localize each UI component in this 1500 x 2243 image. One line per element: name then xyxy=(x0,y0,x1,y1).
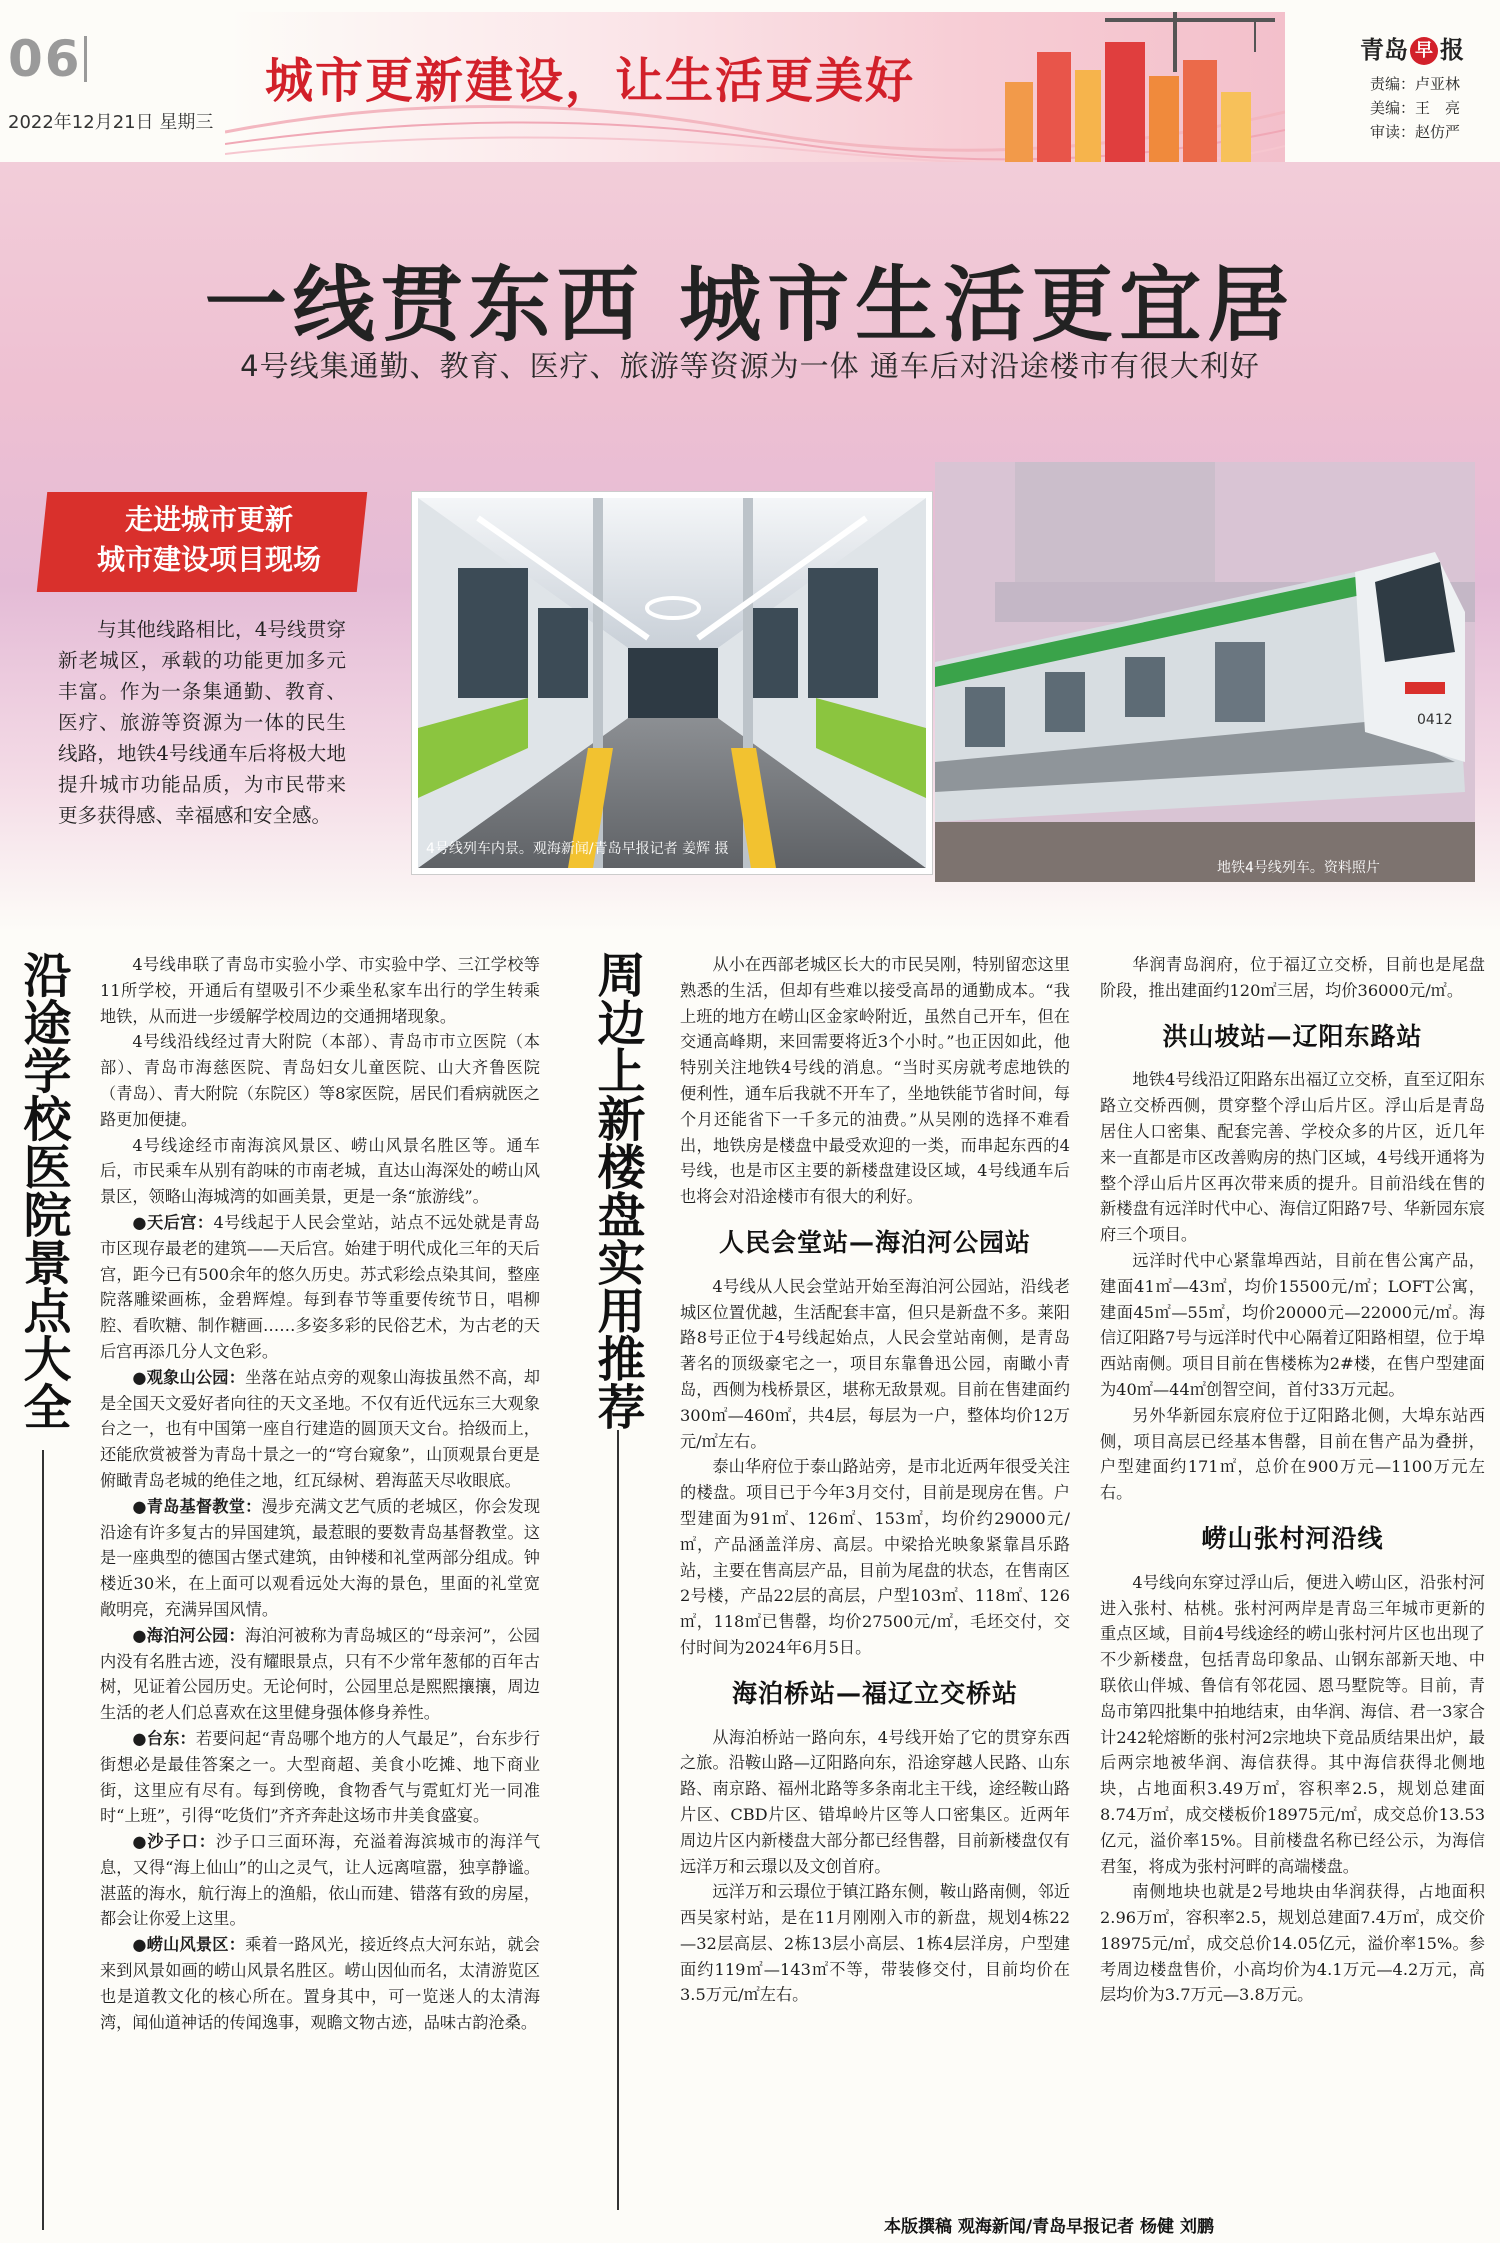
series-tag-line: 城市建设项目现场 xyxy=(96,543,321,576)
station-subheading: 崂山张村河沿线 xyxy=(1201,1523,1384,1553)
sight-name: ●沙子口： xyxy=(132,1832,216,1852)
section-heading-new-properties xyxy=(588,950,646,1430)
sight-name: ●海泊河公园： xyxy=(132,1625,245,1645)
sight-entry xyxy=(100,1494,540,1623)
newspaper-masthead xyxy=(1360,30,1464,65)
sight-name: ●台东： xyxy=(132,1728,196,1748)
sight-description: 漫步充满文艺气质的老城区，你会发现沿途有许多复古的异国建筑，最惹眼的要数青岛基督教堂。这是一座典型的德国古堡式建筑，由钟楼和礼堂两部分组成。钟楼近30米，在上面可以观看远处大海的景色，里面的礼堂宽敞明亮，充满异国风情。 xyxy=(100,1496,541,1619)
article-paragraph: 南侧地块也就是2号地块由华润获得，占地面积2.96万㎡，容积率2.5，规划总建面7.4万㎡，成交价18975元/㎡，成交总价14.05亿元，溢价率15%。参考周边楼盘售价，小高均价为4.1万元—4.2万元，高层均价为3.7万元—3.8万元。 xyxy=(1100,1882,1485,2005)
article-paragraph: 泰山华府位于泰山路站旁，是市北近两年很受关注的楼盘。项目已于今年3月交付，目前是现房在售。户型建面为91㎡、126㎡、153㎡，均价约29000元/㎡，产品涵盖洋房、高层。中梁拾光映象紧靠昌乐路站，主要在售高层产品，目前为尾盘的状态，在售南区2号楼，产品22层的高层，户型103㎡、118㎡、126㎡，118㎡已售罄，均价27500元/㎡，毛坯交付，交付时间为2024年6月5日。 xyxy=(680,1457,1070,1657)
photo-caption: 地铁4号线列车。资料照片 xyxy=(1217,860,1380,876)
issue-date: 2022年12月21日 星期三 xyxy=(8,112,214,133)
article-paragraph: 华润青岛润府，位于福辽立交桥，目前也是尾盘阶段，推出建面约120㎡三居，均价36000元/㎡。 xyxy=(1100,955,1485,1000)
sight-name: ●天后宫： xyxy=(132,1212,214,1232)
editor-line: 美编：王 亮 xyxy=(1370,99,1461,117)
sight-name: ●观象山公园： xyxy=(132,1367,246,1387)
section-divider-line xyxy=(617,1430,619,2210)
city-skyline-illustration xyxy=(985,12,1285,162)
article-paragraph: 4号线沿线经过青大附院（本部）、青岛市市立医院（本部）、青岛市海慈医院、青岛妇女儿童医院、山大齐鲁医院（青岛）、青大附院（东院区）等8家医院，居民们看病就医之路更加便捷。 xyxy=(100,1032,540,1129)
metro-train-illustration xyxy=(935,462,1475,882)
article-paragraph: 4号线途经市南海滨风景区、崂山风景名胜区等。通车后，市民乘车从别有韵味的市南老城，直达山海深处的崂山风景区，领略山海城湾的如画美景，更是一条“旅游线”。 xyxy=(100,1135,540,1207)
article-paragraph: 4号线串联了青岛市实验小学、市实验中学、三江学校等11所学校，开通后有望吸引不少乘坐私家车出行的学生转乘地铁，从而进一步缓解学校周边的交通拥堵现象。 xyxy=(100,955,540,1026)
train-exterior-photo xyxy=(935,462,1475,882)
sight-description: 坐落在站点旁的观象山海拔虽然不高，却是全国天文爱好者向往的天文圣地。不仅有近代远东三大观象台之一，也有中国第一座自行建造的圆顶天文台。拾级而上，还能欣赏被誉为青岛十景之一的“穹台窥象”，山顶观景台更是俯瞰青岛老城的绝佳之地，红瓦绿树、碧海蓝天尽收眼底。 xyxy=(100,1367,540,1490)
masthead-logo-mark: 早 xyxy=(1410,37,1438,65)
sight-entry xyxy=(100,1829,540,1932)
section-banner xyxy=(225,12,1285,162)
section-divider-line xyxy=(42,1450,44,2230)
hero-section xyxy=(0,162,1500,932)
article-paragraph: 从海泊桥站一路向东，4号线开始了它的贯穿东西之旅。沿鞍山路—辽阳路向东，沿途穿越人民路、山东路、南京路、福州北路等多条南北主干线，途经鞍山路片区、CBD片区、错埠岭片区等人口密集区。近两年周边片区内新楼盘大部分都已经售罄，目前新楼盘仅有远洋万和云璟以及文创首府。 xyxy=(680,1727,1070,1876)
train-interior-photo xyxy=(412,492,932,874)
photo-caption: 4号线列车内景。观海新闻/青岛早报记者 姜辉 摄 xyxy=(426,841,729,857)
page-number: 06 xyxy=(8,30,82,88)
station-subheading: 洪山坡站—辽阳东路站 xyxy=(1162,1021,1423,1051)
sight-description: 海泊河被称为青岛城区的“母亲河”，公园内没有名胜古迹，没有耀眼景点，只有不少常年葱郁的百年古树，见证着公园历史。无论何时，公园里总是熙熙攘攘，周边生活的老人们总喜欢在这里健身强体修身养性。 xyxy=(100,1625,540,1723)
series-tag xyxy=(64,500,354,580)
vertical-heading-text: 沿途学校医院景点大全 xyxy=(15,950,71,1430)
article-column-left xyxy=(100,952,540,2035)
vertical-heading-text: 周边上新楼盘实用推荐 xyxy=(589,950,645,1430)
article-paragraph: 从小在西部老城区长大的市民吴刚，特别留恋这里熟悉的生活，但却有些难以接受高昂的通勤成本。“我上班的地方在崂山区金家岭附近，虽然自己开车，但在交通高峰期，来回需要将近3个小时。”也正因如此，他特别关注地铁4号线的消息。“当时买房就考虑地铁的便利性，通车后我就不开车了，坐地铁能节省时间，每个月还能省下一千多元的油费。”从吴刚的选择不难看出，地铁房是楼盘中最受欢迎的一类，而串起东西的4号线，也是市区主要的新楼盘建设区域，4号线通车后也将会对沿途楼市有很大的利好。 xyxy=(680,955,1070,1207)
masthead-paper: 报 xyxy=(1440,36,1464,64)
byline-credit: 本版撰稿 观海新闻/青岛早报记者 杨健 刘鹏 xyxy=(884,2217,1214,2237)
sight-description: 乘着一路风光，接近终点大河东站，就会来到风景如画的崂山风景名胜区。崂山因仙而名，太清游览区也是道教文化的核心所在。置身其中，可一览迷人的太清海湾，闻仙道神话的传闻逸事，观瞻文物古迹，品味古韵沧桑。 xyxy=(100,1935,540,2032)
article-paragraph: 4号线从人民会堂站开始至海泊河公园站，沿线老城区位置优越，生活配套丰富，但只是新盘不多。莱阳路8号正位于4号线起始点，人民会堂站南侧，是青岛著名的顶级豪宅之一，项目东靠鲁迅公园，南瞰小青岛，西侧为栈桥景区，堪称无敌景观。目前在售建面约300㎡—460㎡，共4层，每层为一户，整体均价12万元/㎡左右。 xyxy=(680,1276,1070,1451)
page-number-divider xyxy=(84,36,87,82)
editor-line: 审读：赵仿严 xyxy=(1370,123,1461,141)
station-subheading: 人民会堂站—海泊河公园站 xyxy=(718,1227,1031,1257)
editor-line: 责编：卢亚林 xyxy=(1370,75,1461,93)
train-number: 0412 xyxy=(1417,712,1453,728)
intro-paragraph: 与其他线路相比，4号线贯穿新老城区，承载的功能更加多元丰富。作为一条集通勤、教育、医疗、旅游等资源为一体的民生线路，地铁4号线通车后将极大地提升城市功能品质，为市民带来更多获得感、幸福感和安全感。 xyxy=(58,618,346,827)
sight-entry xyxy=(100,1365,540,1494)
subheadline: 4号线集通勤、教育、医疗、旅游等资源为一体 通车后对沿途楼市有很大利好 xyxy=(240,349,1260,383)
sight-name: ●青岛基督教堂： xyxy=(132,1496,262,1516)
article-paragraph: 远洋万和云璟位于镇江路东侧，鞍山路南侧，邻近西吴家村站，是在11月刚刚入市的新盘，规划4栋22—32层高层、2栋13层小高层、1栋4层洋房，户型建面约119㎡—143㎡不等，带装修交付，目前均价在3.5万元/㎡左右。 xyxy=(680,1882,1070,2005)
article-paragraph: 地铁4号线沿辽阳路东出福辽立交桥，直至辽阳东路立交桥西侧，贯穿整个浮山后片区。浮山后是青岛居住人口密集、配套完善、学校众多的片区，近几年来一直都是市区改善购房的热门区域，4号线开通将为整个浮山后片区再次带来质的提升。目前沿线在售的新楼盘有远洋时代中心、海信辽阳路7号、华新园东宸府三个项目。 xyxy=(1100,1070,1485,1245)
article-paragraph: 另外华新园东宸府位于辽阳路北侧，大埠东站西侧，项目高层已经基本售罄，目前在售产品为叠拼，户型建面约171㎡，总价在900万元—1100万元左右。 xyxy=(1100,1405,1485,1503)
sight-description: 沙子口三面环海，充溢着海滨城市的海洋气息，又得“海上仙山”的山之灵气，让人远离喧嚣，独享静谧。湛蓝的海水，航行海上的渔船，依山而建、错落有致的房屋，都会让你爱上这里。 xyxy=(100,1832,541,1929)
sight-description: 4号线起于人民会堂站，站点不远处就是青岛市区现存最老的建筑——天后宫。始建于明代成化三年的天后宫，距今已有500余年的悠久历史。苏式彩绘点染其间，整座院落雕梁画栋，金碧辉煌。每到春节等重要传统节日，唱柳腔、看吹糖、制作糖画……多姿多彩的民俗艺术，为古老的天后宫再添几分人文色彩。 xyxy=(100,1212,540,1361)
headline: 一线贯东西 城市生活更宜居 xyxy=(204,257,1296,353)
train-interior-illustration xyxy=(418,498,926,868)
series-tag-line: 走进城市更新 xyxy=(124,503,293,536)
station-subheading: 海泊桥站—福辽立交桥站 xyxy=(731,1678,1018,1708)
sight-entry xyxy=(100,1726,540,1829)
article-paragraph: 远洋时代中心紧靠埠西站，目前在售公寓产品，建面41㎡—43㎡，均价15500元/㎡；LOFT公寓，建面45㎡—55㎡，均价20000元—22000元/㎡。海信辽阳路7号与远洋时代中心隔着辽阳路相望，位于埠西站南侧。项目目前在售楼栋为2#楼，在售户型建面为40㎡—44㎡创智空间，首付33万元起。 xyxy=(1100,1250,1485,1399)
article-column-middle xyxy=(680,952,1070,2008)
sight-entry xyxy=(100,1210,540,1365)
masthead-city: 青岛 xyxy=(1360,36,1408,64)
banner-title: 城市更新建设，让生活更美好 xyxy=(265,53,916,109)
article-paragraph: 4号线向东穿过浮山后，便进入崂山区，沿张村河进入张村、枯桃。张村河两岸是青岛三年城市更新的重点区域，目前4号线途经的崂山张村河片区也出现了不少新楼盘，包括青岛印象品、山钢东部新天地、中联依山伴城、鲁信有邻花园、恩马墅院等。目前，青岛市第四批集中拍地结束，由华润、海信、君一3家合计242轮熔断的张村河2宗地块下竞品质结果出炉，最后两宗地被华润、海信获得。其中海信获得北侧地块，占地面积3.49万㎡，容积率2.5，规划总建面8.74万㎡，成交楼板价18975元/㎡，成交总价13.53亿元，溢价率15%。目前楼盘名称已经公示，为海信君玺，将成为张村河畔的高端楼盘。 xyxy=(1100,1572,1485,1876)
section-heading-schools-hospitals-sights xyxy=(14,950,72,1430)
sight-description: 若要问起“青岛哪个地方的人气最足”，台东步行街想必是最佳答案之一。大型商超、美食小吃摊、地下商业街，这里应有尽有。每到傍晚，食物香气与霓虹灯光一同准时“上班”，引得“吃货们”齐齐奔赴这场市井美食盛宴。 xyxy=(100,1728,540,1826)
sight-entry xyxy=(100,1623,540,1726)
sight-entry xyxy=(100,1932,540,2035)
article-column-right xyxy=(1100,952,1485,2008)
sight-name: ●崂山风景区： xyxy=(132,1935,246,1955)
page-header xyxy=(0,0,1500,162)
editor-credits xyxy=(1370,72,1460,144)
